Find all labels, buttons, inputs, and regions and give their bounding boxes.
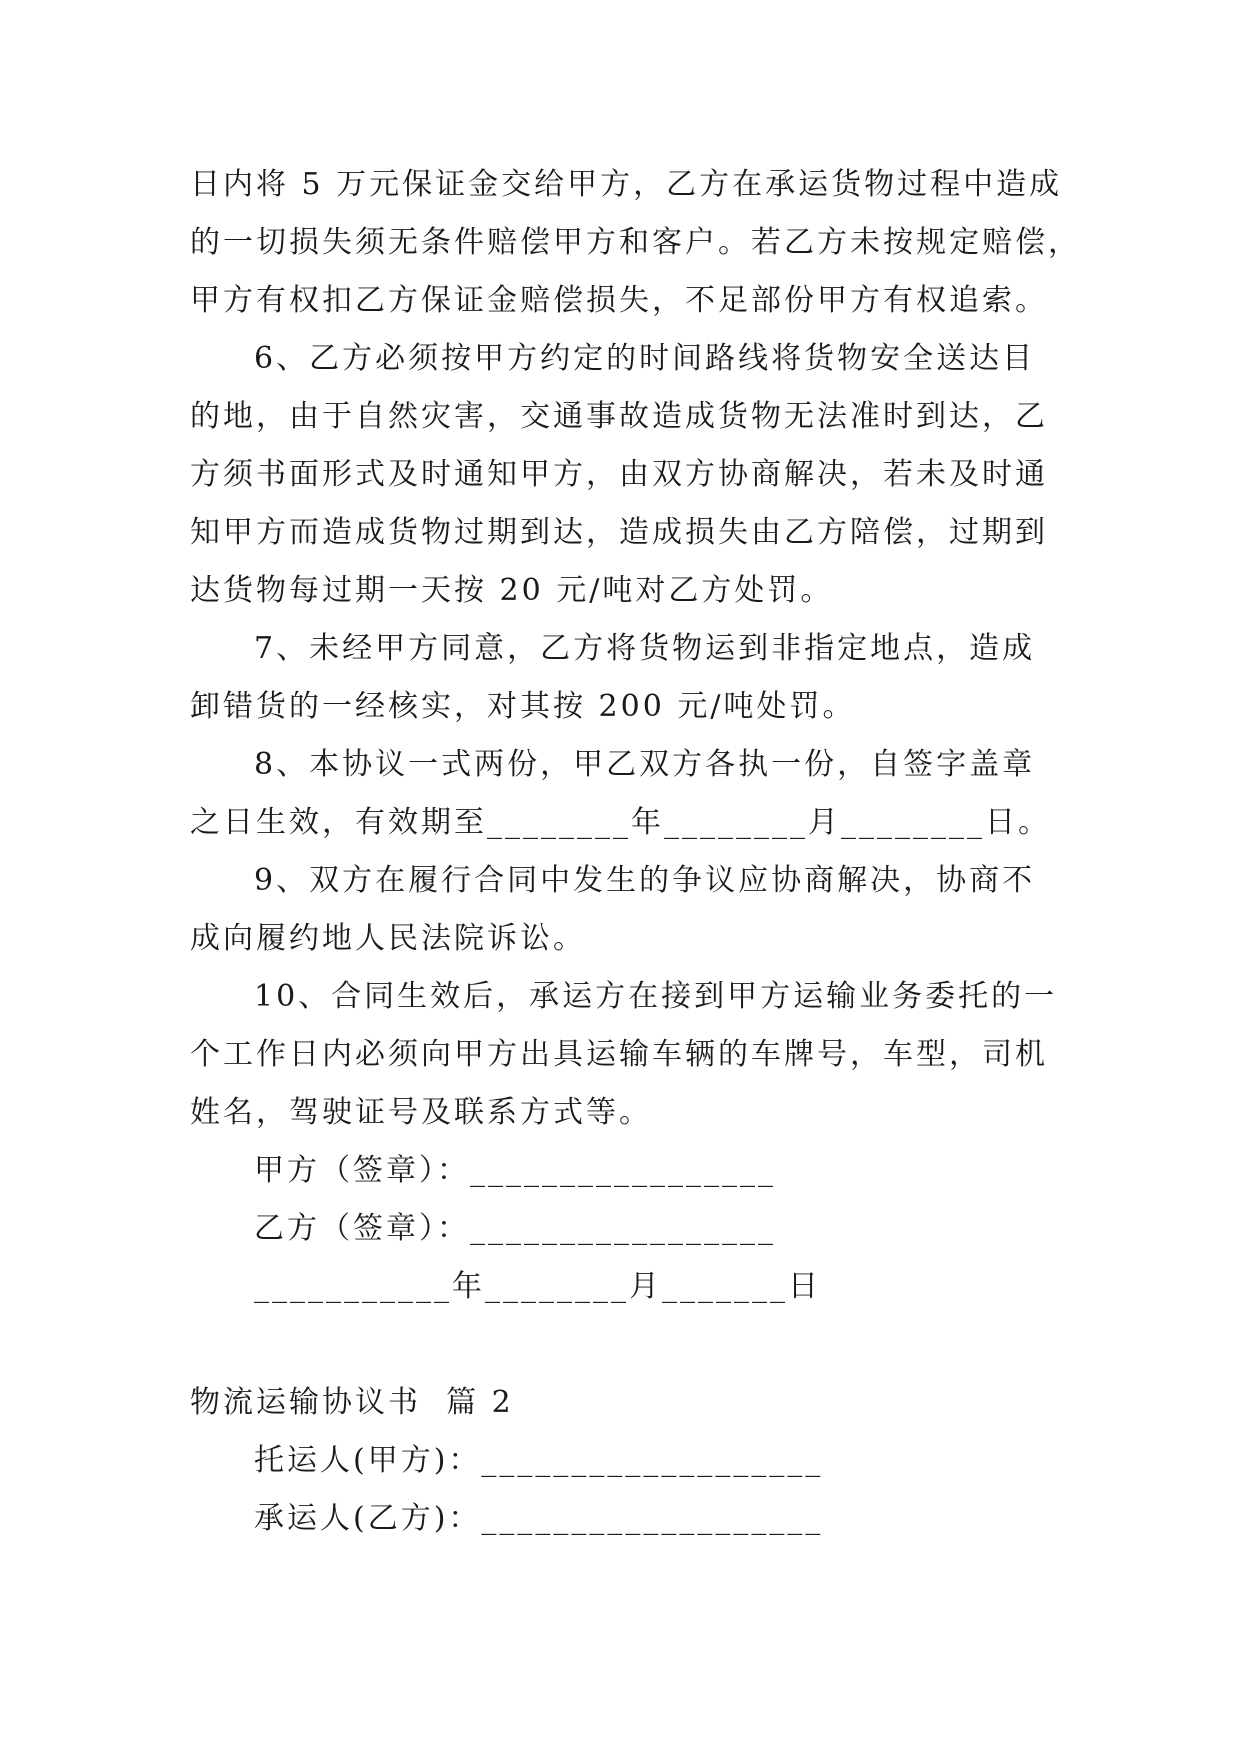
paragraph-line: 7、未经甲方同意，乙方将货物运到非指定地点，造成	[254, 631, 1036, 666]
paragraph-line: 6、乙方必须按甲方约定的时间路线将货物安全送达目	[254, 341, 1036, 376]
paragraph-line: 方须书面形式及时通知甲方，由双方协商解决，若未及时通	[190, 457, 1048, 492]
section-heading: 物流运输协议书 篇 2	[190, 1385, 514, 1420]
paragraph-line: 日内将 5 万元保证金交给甲方，乙方在承运货物过程中造成	[190, 167, 1063, 202]
paragraph-line: 的一切损失须无条件赔偿甲方和客户。若乙方未按规定赔偿，	[190, 225, 1081, 260]
paragraph-line: 的地，由于自然灾害，交通事故造成货物无法准时到达，乙	[190, 399, 1048, 434]
paragraph-line: 卸错货的一经核实，对其按 200 元/吨处罚。	[190, 689, 856, 724]
paragraph-line: 甲方有权扣乙方保证金赔偿损失，不足部份甲方有权追索。	[190, 283, 1048, 318]
paragraph-line: 个工作日内必须向甲方出具运输车辆的车牌号，车型，司机	[190, 1037, 1048, 1072]
paragraph-line: 8、本协议一式两份，甲乙双方各执一份，自签字盖章	[254, 747, 1036, 782]
paragraph-line: 姓名，驾驶证号及联系方式等。	[190, 1095, 652, 1130]
date-line: ___________年________月_______日	[254, 1269, 821, 1304]
paragraph-line: 10、合同生效后，承运方在接到甲方运输业务委托的一	[254, 979, 1058, 1014]
paragraph-line: 达货物每过期一天按 20 元/吨对乙方处罚。	[190, 573, 834, 608]
paragraph-line: 之日生效，有效期至________年________月________日。	[190, 805, 1051, 840]
consignor-line: 托运人(甲方)：___________________	[254, 1443, 824, 1478]
paragraph-line: 成向履约地人民法院诉讼。	[190, 921, 586, 956]
paragraph-line: 知甲方而造成货物过期到达，造成损失由乙方陪偿，过期到	[190, 515, 1048, 550]
signature-line-party-b: 乙方（签章）：_________________	[254, 1211, 776, 1246]
paragraph-line: 9、双方在履行合同中发生的争议应协商解决，协商不	[254, 863, 1036, 898]
signature-line-party-a: 甲方（签章）：_________________	[254, 1153, 776, 1188]
carrier-line: 承运人(乙方)：___________________	[254, 1501, 824, 1536]
